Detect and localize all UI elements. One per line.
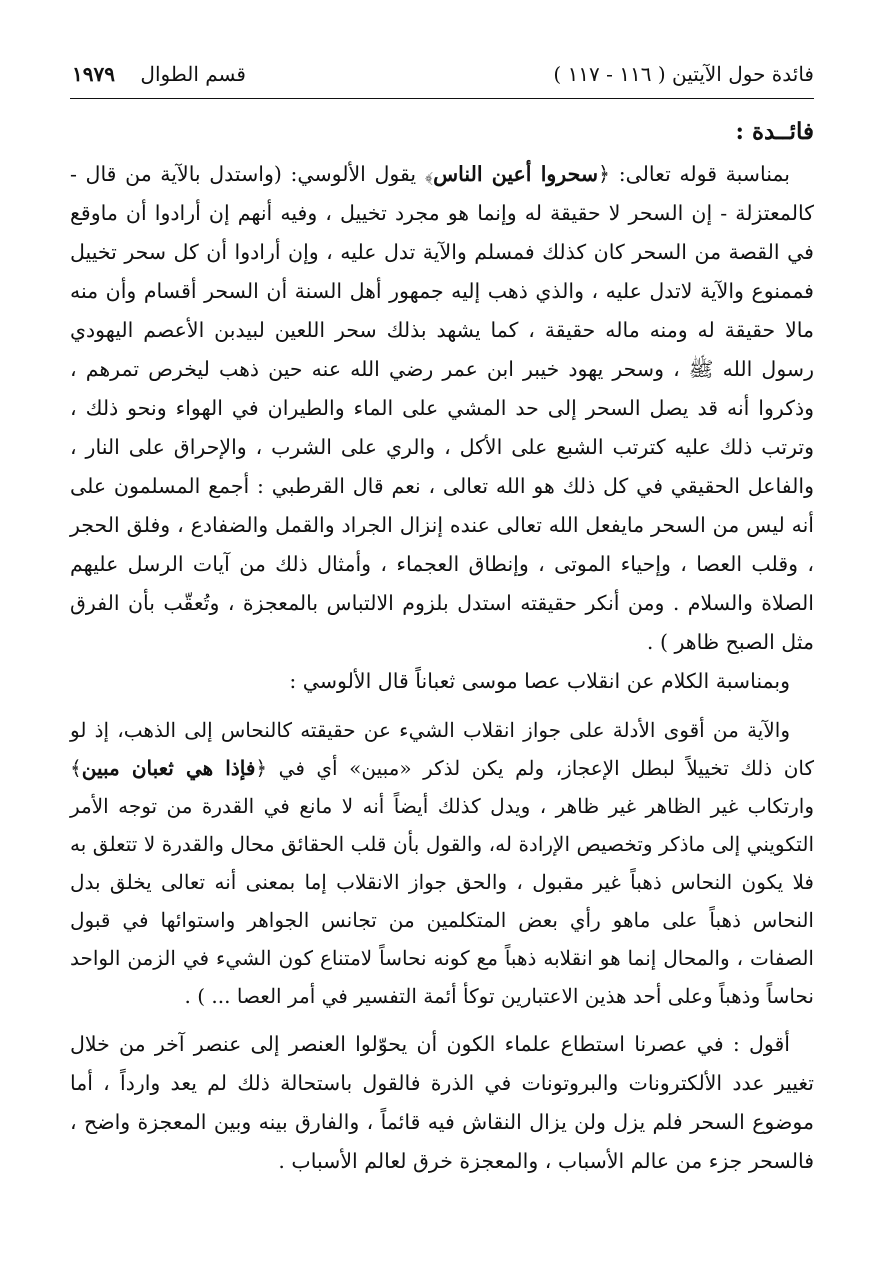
page-number: ١٩٧٩ bbox=[72, 62, 115, 86]
quran-verse: ﴿ سحروا أعين الناس ﴾ bbox=[425, 162, 610, 186]
paragraph-alusi-magic bbox=[70, 155, 814, 662]
section-heading: فائــدة : bbox=[735, 118, 814, 145]
paragraph-staff-intro: وبمناسبة الكلام عن انقلاب عصا موسى ثعباناً قال الألوسي : bbox=[289, 669, 790, 693]
header-rule bbox=[70, 98, 814, 99]
header-left bbox=[72, 62, 246, 86]
paragraph-alusi-staff bbox=[70, 711, 814, 1015]
running-header bbox=[72, 56, 814, 92]
section-name: قسم الطوال bbox=[140, 62, 246, 86]
paragraph-text-a: والآية من أقوى الأدلة على جواز انقلاب الشيء عن حقيقته كالنحاس إلى الذهب، إذ لو كان ذلك تخييلاً لبطل الإعجاز، ولم يكن لذكر «مبين» أي في bbox=[70, 718, 814, 780]
paragraph-author-comment: أقول : في عصرنا استطاع علماء الكون أن يحوّلوا العنصر إلى عنصر آخر من خلال تغيير عدد الألكترونات والبروتونات في الذرة فالقول باستحالة ذلك لم يعد وارداً ، أما موضوع السحر فلم يزل ولن يزال النقاش فيه قائماً ، والفارق بينه وبين المعجزة واضح ، فالسحر جزء من عالم الأسباب ، والمعجزة خرق لعالم الأسباب . bbox=[70, 1032, 814, 1173]
paragraph-lead: بمناسبة قوله تعالى: bbox=[618, 162, 790, 186]
page-body bbox=[70, 112, 814, 1181]
quran-verse-serpent: ﴿ فإذا هي ثعبان مبين ﴾ bbox=[70, 756, 267, 780]
paragraph-text: يقول الألوسي: (واستدل بالآية من قال - كالمعتزلة - إن السحر لا حقيقة له وإنما هو مجرد تخييل ، وفيه أنهم إن أرادوا أن ماوقع في القصة من السحر كان كذلك فمسلم والآية تدل عليه ، وإن أرادوا أن كل سحر تخييل فممنوع والآية لاتدل عليه ، والذي ذهب إليه جمهور أهل السنة أن السحر أقسام وأن منه مالا حقيقة له ومنه ماله حقيقة ، كما يشهد بذلك سحر اللعين لبيدبن الأعصم اليهودي رسول الله ﷺ ، وسحر يهود خيبر ابن عمر رضي الله عنه حين ذهب ليخرص تمرهم ، وذكروا أنه قد يصل السحر إلى حد المشي على الماء والطيران في الهواء ونحو ذلك ، وترتب ذلك عليه كترتب الشبع على الأكل ، والري على الشرب ، والإحراق على النار ، والفاعل الحقيقي في كل ذلك هو الله تعالى ، نعم قال القرطبي : أجمع المسلمون على أنه ليس من السحر مايفعل الله تعالى عنده إنزال الجراد والقمل والضفادع ، وفلق الحجر ، وقلب العصا ، وإحياء الموتى ، وإنطاق العجماء ، وأمثال ذلك من آيات الرسل عليهم الصلاة والسلام . ومن أنكر حقيقته استدل بلزوم الالتباس بالمعجزة ، وتُعقّب بأن الفرق مثل الصبح ظاهر ) . bbox=[70, 162, 814, 654]
running-title: فائدة حول الآيتين ( ١١٦ - ١١٧ ) bbox=[553, 62, 814, 86]
paragraph-text-b: وارتكاب غير الظاهر غير ظاهر ، ويدل كذلك أيضاً أنه لا مانع في القدرة من توجه الأمر التكويني إلى ماذكر وتخصيص الإرادة له، والقول بأن قلب الحقائق محال والقدرة لا تتعلق به فلا يكون النحاس ذهباً غير مقبول ، والحق جواز الانقلاب إما بمعنى أنه تعالى يخلق بدل النحاس ذهباً على ماهو رأي بعض المتكلمين من تجانس الجواهر واستوائها في قبول الصفات ، والمحال إنما هو انقلابه ذهباً مع كونه نحاساً لامتناع كون الشيء في الزمن الواحد نحاساً وذهباً وعلى أحد هذين الاعتبارين توكأ أئمة التفسير في أمر العصا ... ) . bbox=[70, 794, 814, 1008]
